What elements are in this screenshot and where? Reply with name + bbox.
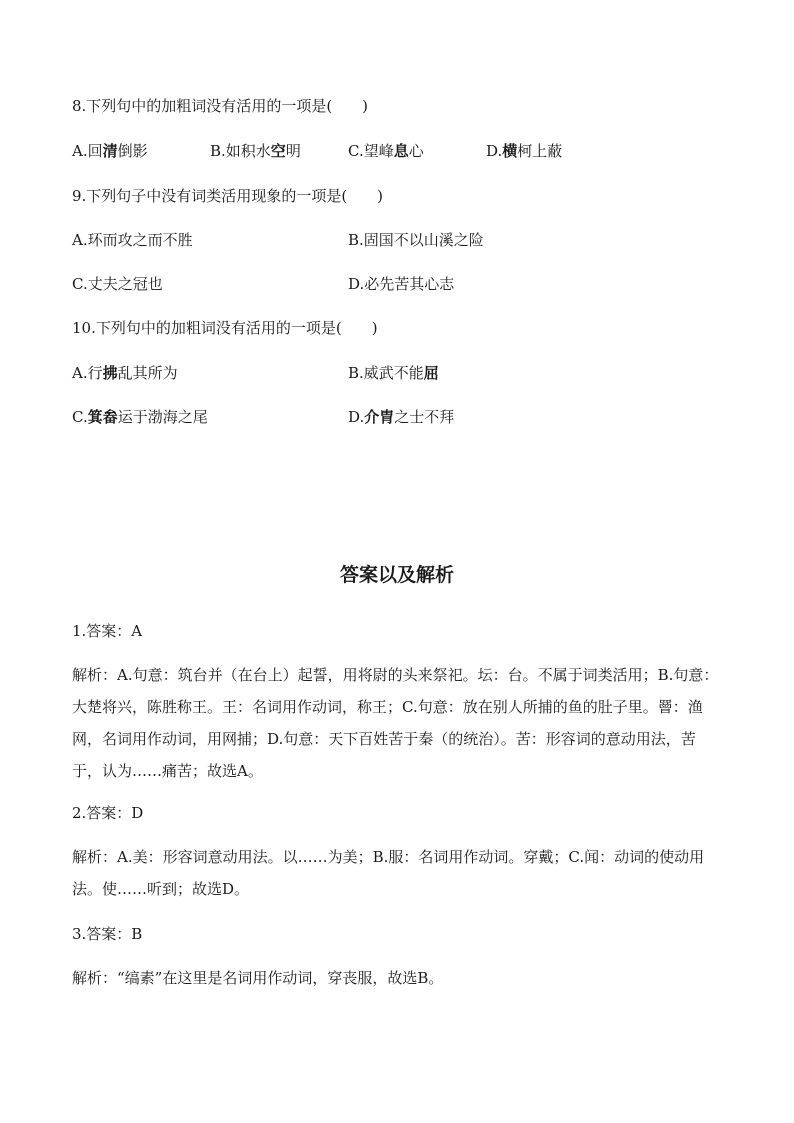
question-9-option-d: D.必先苦其心志 — [348, 275, 455, 293]
question-10-stem: 10.下列句中的加粗词没有活用的一项是( ) — [72, 319, 378, 337]
answer-section-title: 答案以及解析 — [339, 564, 454, 586]
question-10-option-b: B.威武不能屈 — [348, 364, 439, 382]
question-9-stem: 9.下列句子中没有词类活用现象的一项是( ) — [72, 187, 384, 205]
bold-word: 清 — [102, 142, 118, 160]
analysis-3: 解析：“缟素”在这里是名词用作动词，穿丧服，故选B。 — [72, 969, 444, 987]
answer-1: 1.答案：A — [72, 622, 143, 640]
bold-word: 介胄 — [364, 408, 395, 426]
question-10-option-c: C.箕畚运于渤海之尾 — [72, 408, 208, 426]
bold-word: 横 — [502, 142, 518, 160]
question-8-stem: 8.下列句中的加粗词没有活用的一项是( ) — [72, 97, 369, 115]
question-8-option-c: C.望峰息心 — [348, 142, 424, 160]
bold-word: 息 — [393, 142, 409, 160]
question-8-option-b: B.如积水空明 — [210, 142, 301, 160]
analysis-2: 解析：A.美：形容词意动用法。以……为美；B.服：名词用作动词。穿戴；C.闻：动词的使动用法。使……听到；故选D。 — [72, 848, 705, 898]
answer-2: 2.答案：D — [72, 804, 144, 822]
question-10-option-a: A.行拂乱其所为 — [72, 364, 178, 382]
bold-word: 屈 — [423, 364, 439, 382]
question-8-option-a: A.回清倒影 — [72, 142, 148, 160]
bold-word: 空 — [270, 142, 286, 160]
question-9-option-a: A.环而攻之而不胜 — [72, 231, 193, 249]
question-8-option-d: D.横柯上蔽 — [486, 142, 563, 160]
question-9-option-c: C.丈夫之冠也 — [72, 275, 163, 293]
question-9-option-b: B.固国不以山溪之险 — [348, 231, 484, 249]
question-10-option-d: D.介胄之士不拜 — [348, 408, 455, 426]
answer-3: 3.答案：B — [72, 925, 143, 943]
bold-word: 拂 — [102, 364, 118, 382]
analysis-1: 解析：A.句意：筑台并（在台上）起誓，用将尉的头来祭祀。坛：台。不属于词类活用；B.句意：大楚将兴，陈胜称王。王：名词用作动词，称王；C.句意：放在别人所捕的鱼的肚子里。罾：渔网，名词用作动词，用网捕；D.句意：天下百姓苦于秦（的统治）。苦：形容词的意动用法，苦于，认为……痛苦；故选A。 — [72, 666, 719, 780]
bold-word: 箕畚 — [87, 408, 118, 426]
